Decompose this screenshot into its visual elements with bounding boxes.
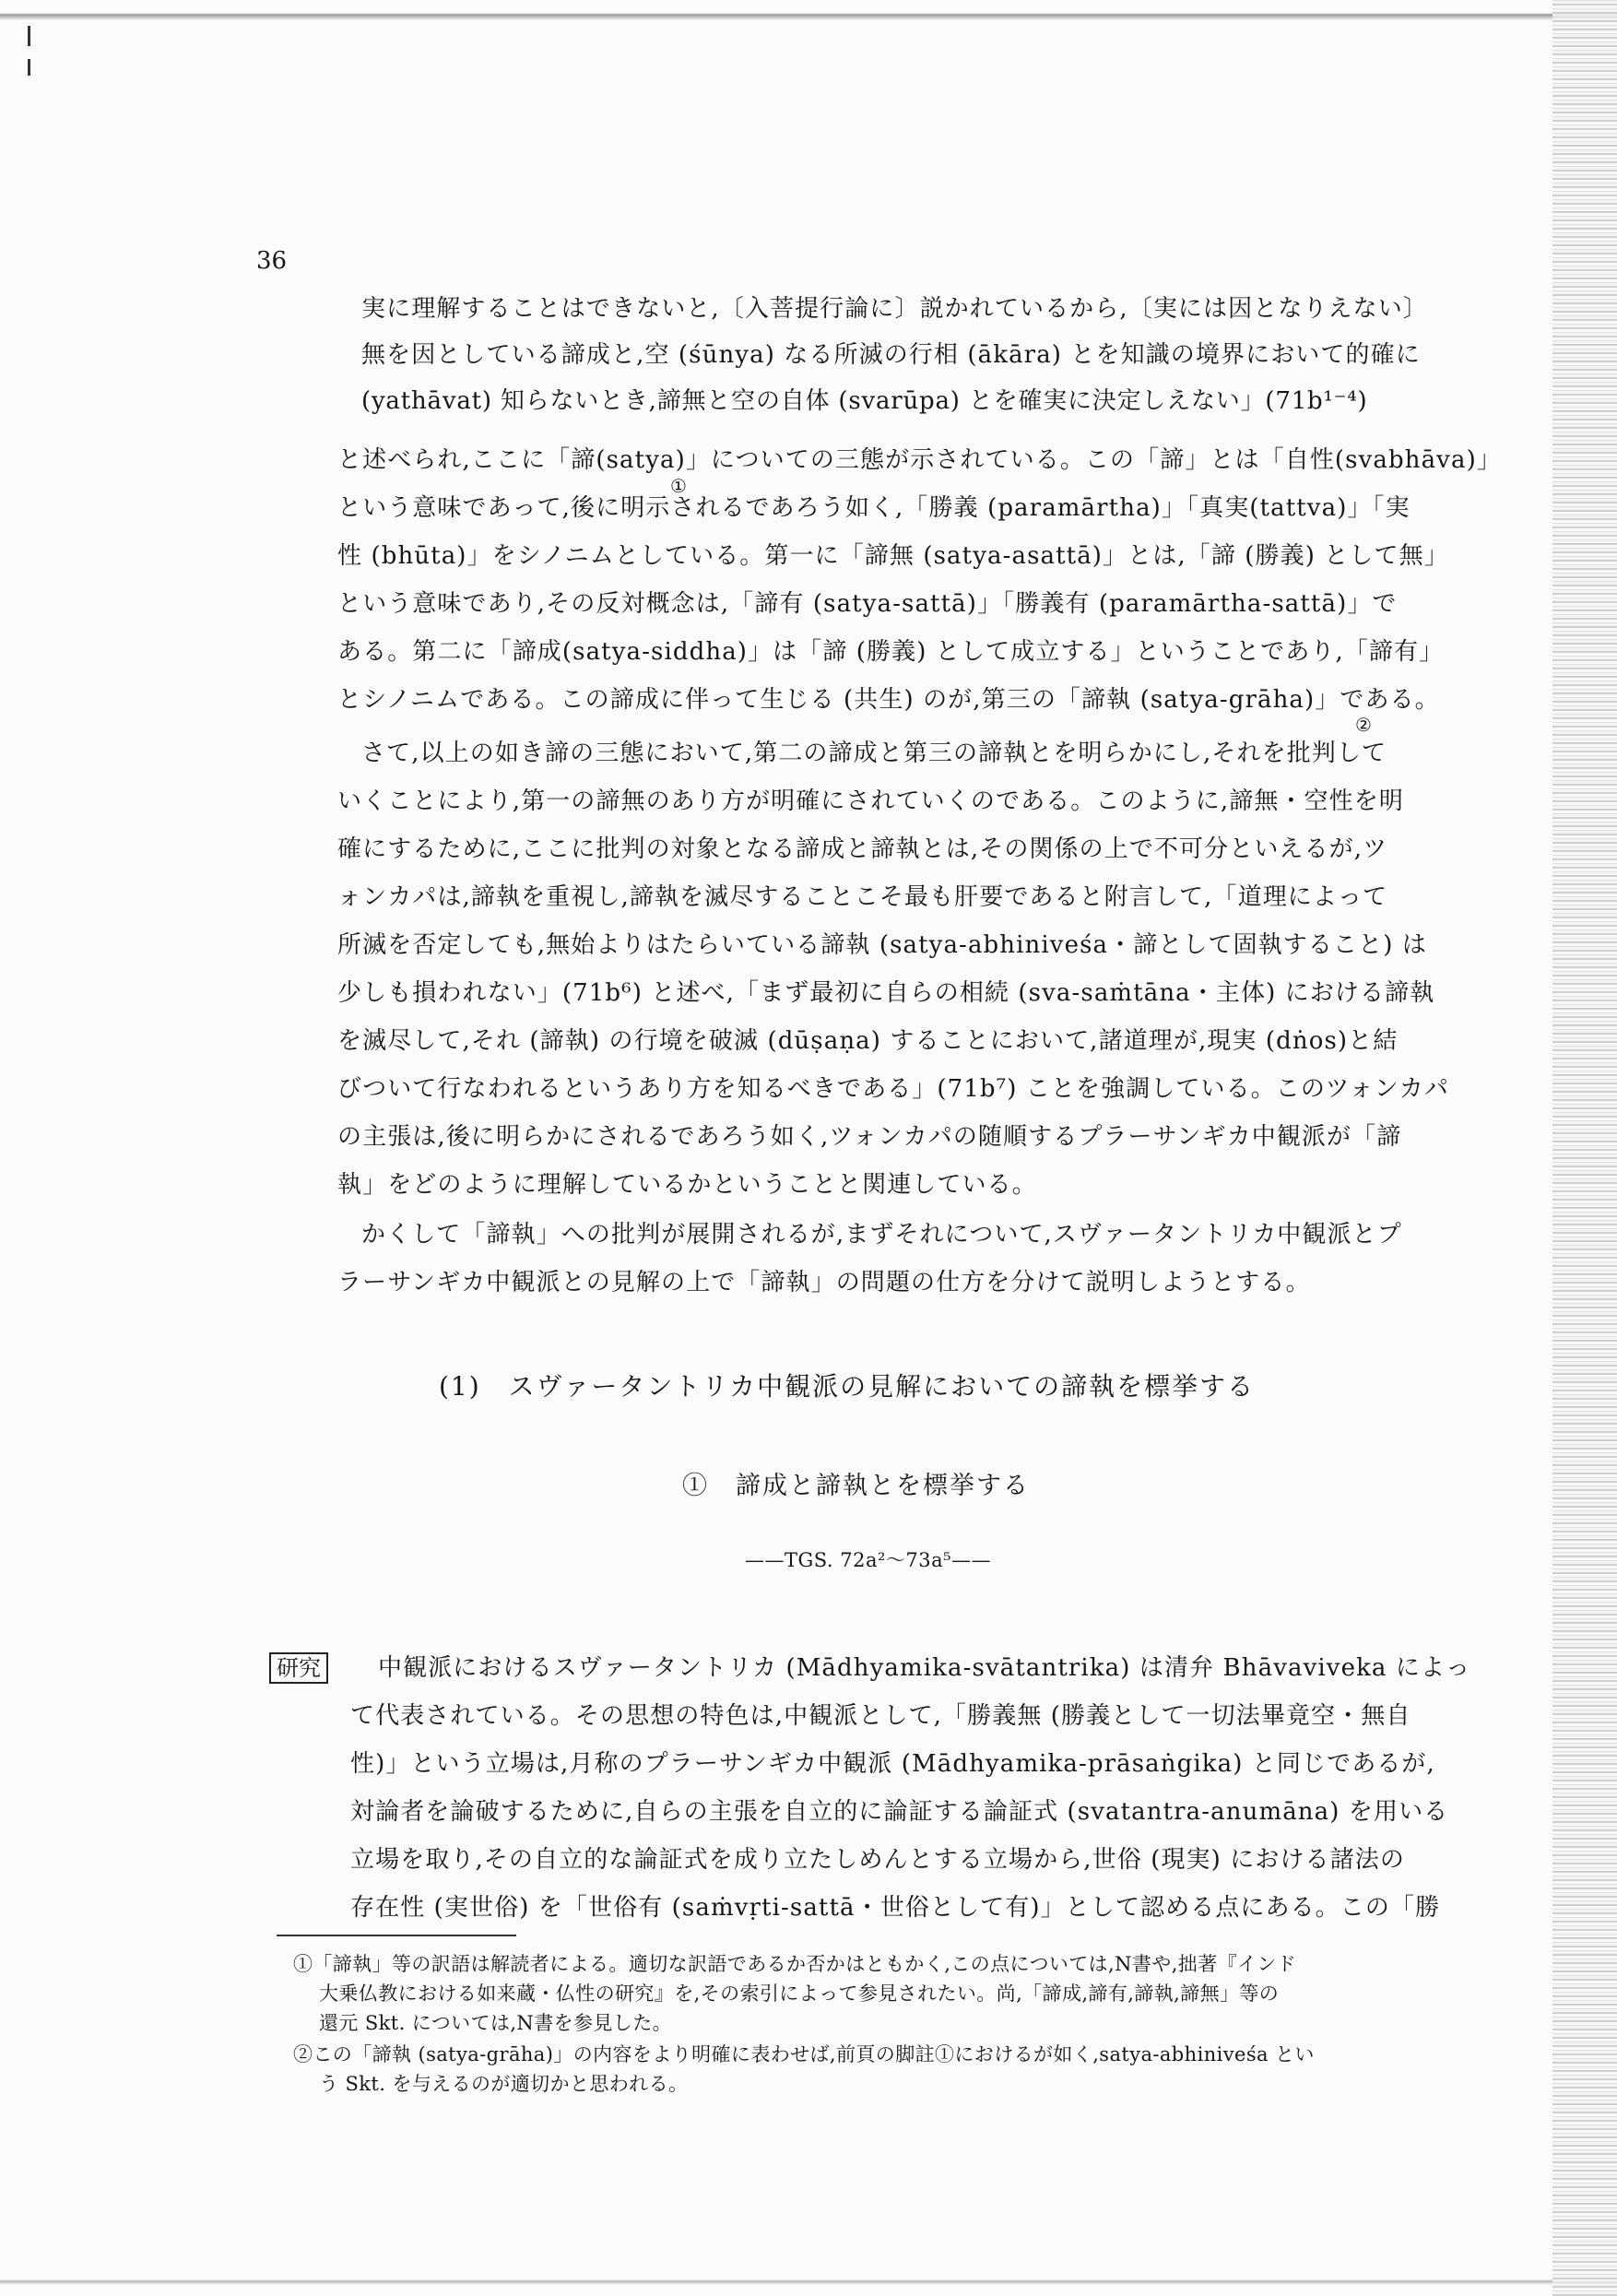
body-line: とシノニムである。この諦成に伴って生じる (共生) のが,第三の「諦執 (satya-grāha)」である。 xyxy=(337,686,1440,714)
page-number: 36 xyxy=(256,247,288,275)
footnote-line: ②この「諦執 (satya-grāha)」の内容をより明確に表わせば,前頁の脚註①におけるが如く,satya-abhiniveśa とい xyxy=(293,2043,1315,2065)
kenkyu-line: て代表されている。その思想の特色は,中観派として,「勝義無 (勝義として一切法畢竟空・無自 xyxy=(350,1702,1411,1730)
body-line: 少しも損われない」(71b⁶) と述べ,「まず最初に自らの相続 (sva-saṁtāna・主体) における諦執 xyxy=(337,979,1435,1007)
body-line: という意味であって,後に明示されるであろう如く,「勝義 (paramārtha)」「真実(tattva)」「実 xyxy=(337,494,1410,522)
body-line: 執」をどのように理解しているかということと関連している。 xyxy=(337,1171,1037,1199)
body-line: いくことにより,第一の諦無のあり方が明確にされていくのである。このように,諦無・空性を明 xyxy=(337,787,1404,815)
kenkyu-line: 立場を取り,その自立的な論証式を成り立たしめんとする立場から,世俗 (現実) における諸法の xyxy=(350,1846,1405,1874)
kenkyu-line: 中観派におけるスヴァータントリカ (Mādhyamika-svātantrika) は清弁 Bhāvaviveka によっ xyxy=(378,1654,1471,1682)
body-line: さて,以上の如き諦の三態において,第二の諦成と第三の諦執とを明らかにし,それを批判して xyxy=(361,740,1387,767)
scan-right-edge xyxy=(1552,0,1617,2296)
body-line: 性 (bhūta)」をシノニムとしている。第一に「諦無 (satya-asattā)」とは,「諦 (勝義) として無」 xyxy=(337,542,1449,570)
footnote-rule xyxy=(277,1935,516,1936)
footnote-mark-1: ① xyxy=(670,475,687,497)
quote-line: 実に理解することはできないと,〔入菩提行論に〕説かれているから,〔実には因となりえない〕 xyxy=(361,295,1428,323)
scan-top-edge xyxy=(0,0,1617,31)
body-line: 所滅を否定しても,無始よりはたらいている諦執 (satya-abhiniveśa・諦として固執すること) は xyxy=(337,931,1427,959)
body-line: ある。第二に「諦成(satya-siddha)」は「諦 (勝義) として成立する」ということであり,「諦有」 xyxy=(337,638,1445,666)
kenkyu-line: 存在性 (実世俗) を「世俗有 (saṁvṛti-sattā・世俗として有)」として認める点にある。この「勝 xyxy=(350,1894,1441,1922)
footnote-line: 還元 Skt. については,N書を参見した。 xyxy=(319,2012,673,2034)
footnote-line: 大乗仏教における如来蔵・仏性の研究』を,その索引によって参見されたい。尚,「諦成,諦有,諦執,諦無」等の xyxy=(319,1982,1280,2005)
quote-line: (yathāvat) 知らないとき,諦無と空の自体 (svarūpa) とを確実に決定しえない」(71b¹⁻⁴) xyxy=(361,387,1368,415)
scan-left-mark xyxy=(28,59,30,76)
body-line: びついて行なわれるというあり方を知るべきである」(71b⁷) ことを強調している。このツォンカパ xyxy=(337,1075,1449,1103)
source-reference: ——TGS. 72a²〜73a⁵—— xyxy=(745,1549,992,1571)
kenkyu-line: 対論者を論破するために,自らの主張を自立的に論証する論証式 (svatantra-anumāna) を用いる xyxy=(350,1798,1449,1826)
body-line: ォンカパは,諦執を重視し,諦執を滅尽することこそ最も肝要であると附言して,「道理によって xyxy=(337,883,1388,911)
footnote-line: ①「諦執」等の訳語は解読者による。適切な訳語であるか否かはともかく,この点については,N書や,拙著『インド xyxy=(293,1953,1297,1975)
body-line: 確にするために,ここに批判の対象となる諦成と諦執とは,その関係の上で不可分といえるが,ツ xyxy=(337,835,1388,863)
section-heading: (1) スヴァータントリカ中観派の見解においての諦執を標挙する xyxy=(439,1371,1256,1402)
scan-bottom-edge xyxy=(0,2270,1617,2296)
scan-left-mark xyxy=(28,26,30,46)
kenkyu-label: 研究 xyxy=(269,1652,328,1684)
footnote-line: う Skt. を与えるのが適切かと思われる。 xyxy=(319,2073,689,2095)
subsection-heading: ① 諦成と諦執とを標挙する xyxy=(682,1472,1030,1500)
footnote-mark-2: ② xyxy=(1355,714,1372,736)
body-line: と述べられ,ここに「諦(satya)」についての三態が示されている。この「諦」とは「自性(svabhāva)」 xyxy=(337,446,1502,474)
body-line: という意味であり,その反対概念は,「諦有 (satya-sattā)」「勝義有 (paramārtha-sattā)」で xyxy=(337,590,1398,618)
body-line: かくして「諦執」への批判が展開されるが,まずそれについて,スヴァータントリカ中観派とプ xyxy=(361,1221,1402,1249)
quote-line: 無を因としている諦成と,空 (śūnya) なる所滅の行相 (ākāra) とを知識の境界において的確に xyxy=(361,341,1421,369)
body-line: の主張は,後に明らかにされるであろう如く,ツォンカパの随順するプラーサンギカ中観派が「諦 xyxy=(337,1123,1402,1151)
body-line: ラーサンギカ中観派との見解の上で「諦執」の問題の仕方を分けて説明しようとする。 xyxy=(337,1269,1311,1296)
kenkyu-line: 性)」という立場は,月称のプラーサンギカ中観派 (Mādhyamika-prāsaṅgika) と同じであるが, xyxy=(350,1750,1435,1778)
body-line: を滅尽して,それ (諦執) の行境を破滅 (dūṣaṇa) することにおいて,諸道理が,現実 (dṅos)と結 xyxy=(337,1027,1399,1055)
